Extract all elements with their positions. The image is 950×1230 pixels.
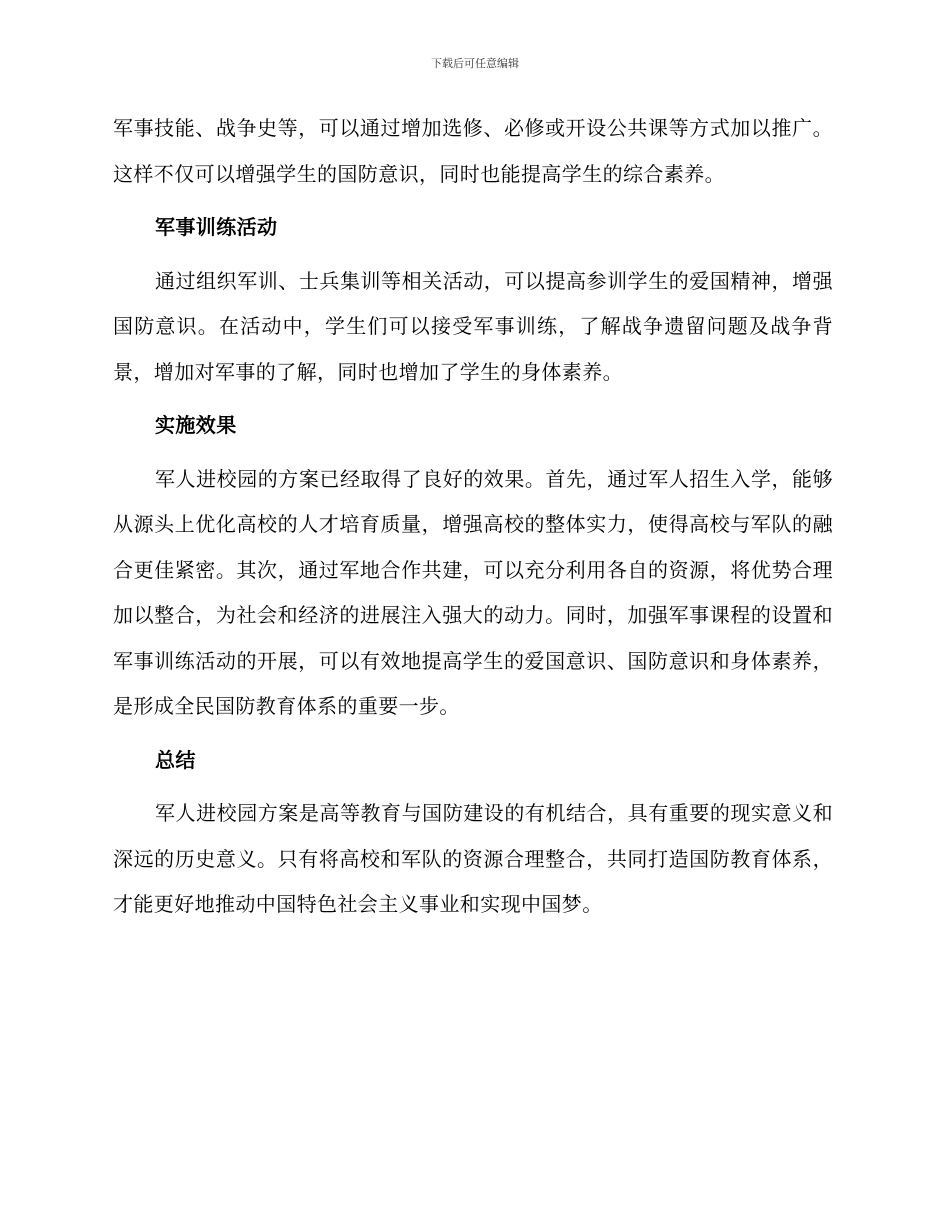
paragraph-military-training: 通过组织军训、士兵集训等相关活动，可以提高参训学生的爱国精神，增强国防意识。在活动中，学生们可以接受军事训练，了解战争遗留问题及战争背景，增加对军事的了解，同时也增加了学生的身体素养。	[113, 268, 833, 384]
paragraph-implementation-effect: 军人进校园的方案已经取得了良好的效果。首先，通过军人招生入学，能够从源头上优化高校的人才培育质量，增强高校的整体实力，使得高校与军队的融合更佳紧密。其次，通过军地合作共建，可以充分利用各自的资源，将优势合理加以整合，为社会和经济的进展注入强大的动力。同时，加强军事课程的设置和军事训练活动的开展，可以有效地提高学生的爱国意识、国防意识和身体素养，是形成全民国防教育体系的重要一步。	[113, 466, 833, 718]
paragraph-summary: 军人进校园方案是高等教育与国防建设的有机结合，具有重要的现实意义和深远的历史意义。只有将高校和军队的资源合理整合，共同打造国防教育体系，才能更好地推动中国特色社会主义事业和实现中国梦。	[113, 801, 833, 916]
paragraph-continued: 军事技能、战争史等，可以通过增加选修、必修或开设公共课等方式加以推广。这样不仅可以增强学生的国防意识，同时也能提高学生的综合素养。	[113, 116, 833, 186]
page-header: 下载后可任意编辑	[431, 57, 519, 70]
document-body	[113, 106, 833, 936]
section-heading-summary: 总结	[155, 747, 196, 772]
section-heading-implementation-effect: 实施效果	[155, 413, 237, 437]
section-heading-military-training: 军事训练活动	[155, 215, 278, 239]
